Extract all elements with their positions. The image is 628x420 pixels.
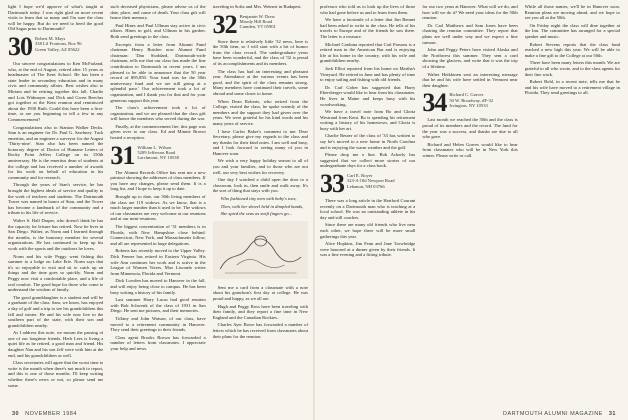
article-paragraph: Since there is relatively little '32 news, here is the 50th item, so I will start with a bit of humor from the class record. The undergraduate years have been wonderful, and the class of '32 is proud of its accomplishments and its members. bbox=[212, 38, 308, 66]
article-paragraph: The Alumni Records Office has sent me a new printout showing the addresses of class members. If you have any changes, please send them. It is a long list, and I hope to keep it up to date. bbox=[110, 169, 206, 192]
page-footer-right bbox=[503, 411, 620, 417]
article-paragraph: light I hope we'd approve of what's taught at Dartmouth today. I was right glad on more recent visits to learn that so many and I'm sure the class will be happy. But do we need to heed the good Old Sagas prior to Dartmouth? bbox=[8, 4, 104, 32]
article-paragraph: There was a long article in the Hartford Courant recently on a Dartmouth man who is teaching at a local school. He was an outstanding athlete in his day and still coaches. bbox=[320, 198, 416, 220]
article-paragraph: Last month we reached the 50th and the class is proud of its members and the record. The fund for the year was a success, and thanks are due to all who gave. bbox=[422, 117, 518, 140]
article-paragraph: One day I watched a child open the door to a classroom, look in, then smile and walk away. It's the sort of thing that stays with you. bbox=[212, 177, 308, 194]
poem-line: Who fashioned tiny men with baby's toes, bbox=[220, 196, 297, 202]
left-column-3 bbox=[213, 4, 308, 400]
article-paragraph: Last summer Harry Lucas had good reunion with Bob Schwenk of the class of 1931 in San Diego. He sent me pictures, and their memories. bbox=[110, 297, 206, 314]
secretary-city-line: Green Valley, AZ 85622 bbox=[35, 46, 80, 52]
article-paragraph: There have been many letters this month. We are grateful to all who wrote, and to the class agents for their fine work. bbox=[524, 60, 620, 77]
secretary-name: Robert M. Mays bbox=[35, 35, 66, 41]
article-paragraph: The good granddaughter is a student and will be a graduate of the class. Sam, we know, has enjoyed a day of golf and a trip to see his grandchildren this fall and winter. He and his wife now live in the southern part of the state, with their son and grandchildren nearby. bbox=[8, 294, 104, 328]
secretary-city-line: Camden, VT 05901 bbox=[239, 24, 276, 30]
right-column-2 bbox=[422, 4, 517, 400]
article-paragraph: While all those names, we'll be in Hanover soon. Reunion plans are moving ahead, and we hope to see you all at the 50th. bbox=[524, 4, 620, 21]
article-paragraph: for our two years at Hanover. What will we do, and how will we do it? We need your ideas for the 50th reunion. bbox=[422, 4, 518, 21]
article-paragraph: Jack Elliot reported from his home on Martha's Vineyard. He retired in June and has plenty of time to enjoy sailing and fishing with old friends. bbox=[320, 65, 416, 83]
secretary-name: Richard C. Graves bbox=[449, 92, 484, 98]
left-column-1 bbox=[8, 4, 103, 400]
class-entry-heading bbox=[422, 88, 517, 118]
class-entry-heading bbox=[8, 31, 103, 61]
article-paragraph: Norm and his wife Peggy went fishing this summer to a lodge on Lake Erie. Norm says that it's so enjoyable to visit and sit to catch up on things and the time goes so quickly. Norm and Peggy now visit a comfortable place, and a life of real comfort. The good hope for those who come to understand the wisdom of family. bbox=[8, 253, 104, 293]
class-entry-heading bbox=[110, 140, 205, 170]
class-secretary-address bbox=[449, 92, 493, 108]
article-paragraph: Roberts has recently moved to the Upper Valley. Dick Fenner has retired in Eastern Virginia. His wife Ann continues her work and is active in the League of Women Voters. Max Liscomb writes from Minnesota, Florida and Vermont. bbox=[110, 248, 206, 276]
article-paragraph: Congratulations also to Stanton Walker Decks. Stan is an engineer for Dr. Paul G. Sawhney. Tuck emeritus, and an engineer a surveyor for the August 'Thirty-nine'. Stan also has been named the honorary degree of Doctor of Humane Letters of Rocky Point Jeffers College on its 150th anniversary. He is the emeritus dean of students at the college and has received a number of awards for his work on behalf of education in his community and for research. bbox=[8, 124, 104, 180]
article-paragraph: Brought up to date, our 50th living members of the class are 119 widows. As we know, that is a much larger number than it used to be. The widows of our classmates are very welcome at our reunions and at our mini-reunions. bbox=[110, 194, 206, 222]
right-column-1 bbox=[320, 4, 415, 400]
article-paragraph: Richard and Helen Graves would like to hear from classmates who will be in New York this winter. Please write or call. bbox=[422, 141, 518, 158]
article-paragraph: We wish a very happy holiday season to all of you and your families, and to those who are not well, our very best wishes for recovery. bbox=[212, 158, 308, 175]
secretary-address-line: 50 W. Broadway, #F-32 bbox=[449, 97, 494, 103]
article-paragraph: Hugh and Peggy Ross have been traveling with their family, and they report a fine time in New England and the Canadian Rockies. bbox=[212, 303, 308, 320]
article-paragraph: On Friday night the class will dine together at the Inn. The committee has arranged for a special speaker and music. bbox=[524, 22, 620, 39]
magazine-title: DARTMOUTH ALUMNI MAGAZINE bbox=[503, 411, 603, 417]
article-paragraph: Paul Hines and Paul Ullman stay active in civic affairs. Hines in golf, and Ullman in his garden. Both send greetings to the class. bbox=[110, 22, 206, 39]
secretary-city-line: Irvington, NY 10533 bbox=[449, 103, 488, 109]
class-secretary-address bbox=[35, 36, 82, 52]
sketch-illustration bbox=[213, 221, 308, 279]
class-entry-heading bbox=[212, 9, 308, 39]
article-paragraph: The biggest concentration of '31 members is in Florida, with New Hampshire close behind. Connecticut, New York, and Massachusetts follow, and all are represented in large delegations. bbox=[110, 224, 206, 246]
secretary-address-line: 323-A Old Newport Road bbox=[347, 178, 395, 184]
poem-line: Then, with her shovel held in dimpled hands, bbox=[220, 203, 304, 209]
right-page bbox=[314, 0, 628, 420]
article-paragraph: Walter Heikkinen sent an interesting message that he and his wife have settled in Vermont near their daughter. bbox=[422, 71, 518, 88]
class-secretary-address bbox=[347, 173, 395, 189]
class-year-number: 30 bbox=[8, 31, 32, 61]
secretary-address-line: 5209 Jefferson Road bbox=[137, 150, 176, 156]
class-year-number: 34 bbox=[422, 88, 447, 118]
article-paragraph: When Dean Roberts, who retired from the College, visited the class, he spoke warmly of the members and the support they had given over the years. We were grateful for his kind words and his many years of service. bbox=[212, 98, 308, 126]
article-paragraph: Robert Stevens reports that the class fund reached a new high this year. We will be able to make a fine gift to the College at our 50th. bbox=[524, 41, 620, 58]
article-paragraph: I have Carlos Baker's comment to me: Dear Secretary, please give my regards to the class and my thanks for their kind notes. I am well and busy, and I look forward to seeing many of you in Hanover soon. bbox=[212, 128, 308, 156]
page-number: 31 bbox=[608, 411, 616, 417]
right-column-3 bbox=[525, 4, 620, 400]
article-paragraph: We have a travel note from Bo and Gloria Westrand from Kent. Bo is spending his retirement writing a history of his hometown, and Gloria is busy with her art. bbox=[320, 109, 416, 131]
article-paragraph: Through the years of Stan's service, he has brought the highest ideals of service and quality to the work of teachers and students. The Dartmouth Tower was named in honor of Stan, and the Tower has become a landmark of the community and a tribute to his life of service. bbox=[8, 182, 104, 216]
class-year-number: 32 bbox=[212, 9, 237, 39]
article-paragraph: Alice Hopkins, Jim Fenn and Jane Trowbridge were honored at a dinner given by their friends. It was a fine evening and a fitting tribute. bbox=[320, 241, 416, 258]
article-paragraph: Tiffany and John Watson, of our class, have moved to a retirement community in Hanover. They send their greetings to their friends. bbox=[110, 315, 206, 333]
article-paragraph: Dick Lowden has moved to Hanover in the fall, and will enjoy being close to campus. He has been busy writing a history of his family. bbox=[110, 278, 206, 295]
class-entry-heading bbox=[320, 169, 415, 199]
article-paragraph: Charles Ayer Bowe has forwarded a number of letters which he has received from classmates about their plans for the reunion. bbox=[212, 322, 308, 339]
article-paragraph: The class has had an interesting and pleasant year. Attendance at the various events has been good, and the spirit of the class remains strong. Many members have continued their travels, some abroad and some closer to home. bbox=[212, 68, 308, 96]
article-paragraph: Robert Bohl, in a recent note, tells me that he and his wife have moved to a retirement village in Florida. They send greetings to all. bbox=[524, 79, 620, 96]
article-paragraph: Walter S. Hall Draper, who doesn't think he has the capacity for leisure has retired. Now he lives in San Diego. Walter, as Norm and I learned through the months, is the honorary member for several organizations. He has continued to keep up his work with the sports and the outdoors he loves. bbox=[8, 218, 104, 251]
article-paragraph: Since there are many old friends who live near each other, we hope there will be more small gatherings this year. bbox=[320, 222, 416, 239]
class-year-number: 31 bbox=[110, 140, 135, 170]
secretary-city-line: Lebanon, NH 03766 bbox=[347, 183, 385, 189]
article-paragraph: professor who told us to look up the lives of those who had gone before us and to learn from them. bbox=[320, 4, 416, 15]
issue-date: NOVEMBER 1984 bbox=[25, 411, 77, 417]
secretary-address-line: Moody Hill Road bbox=[239, 19, 273, 24]
poem-line: She spied the seas as swift fingers go... bbox=[220, 211, 293, 217]
article-paragraph: such deceased physicians, please advise us of the date, place, and cause of death. Your class gift will honor their memory. bbox=[110, 4, 206, 21]
secretary-name: William L. Wilson bbox=[137, 144, 172, 150]
page-number: 30 bbox=[12, 411, 20, 417]
article-paragraph: Class agent Brooks Brown has forwarded a number of letters from classmates. I appreciate your help and news. bbox=[110, 334, 206, 351]
class-secretary-address bbox=[137, 145, 179, 161]
secretary-name: Carl E. Royer bbox=[347, 173, 373, 179]
article-paragraph: John and Peggy Peters have visited Alaska and the Northwest this summer. They sent a card showing the glaciers, and write that it was the trip of a lifetime. bbox=[422, 47, 518, 69]
article-paragraph: Finally, at the commencement fire, this page was given over to our class. Ed and Minnie Brown hosted a reception. bbox=[110, 123, 206, 141]
secretary-address-line: 338 Lil Frontons, Box 96 bbox=[35, 41, 82, 47]
line-drawing-icon bbox=[213, 221, 308, 279]
article-paragraph: The class's achievement took a lot of organization, and we are pleased that the class gift will honor the members who served during the war. bbox=[110, 105, 206, 122]
article-paragraph: Dr. Carl Gober has suggested that Harry Ebersberger would like to hear from his classmates. He lives in Maine and keeps busy with his woodworking. bbox=[320, 84, 416, 107]
article-paragraph: Class secretaries will agree that the worst time to write is the month when there's not much to report, and this is one of those months. I'll keep writing whether there's news or not, so please send me some. bbox=[8, 360, 104, 388]
article-paragraph: Dr. Carl Matthews and Sam Jones have been chairing the reunion committee. They report that plans are well under way and we expect a fine turnout. bbox=[422, 22, 518, 45]
article-paragraph: Michael Cardona reported that Carl Parsons is a retired man in the American Bar and is enjoying life at his home in the country, with his wife and grandchildren nearby. bbox=[320, 41, 416, 64]
secretary-city-line: Larchmont, NY 10538 bbox=[137, 155, 179, 161]
article-paragraph: As I address this note, we mourn the passing of one of our longtime friends. Herb Lees is living a quiet life as he retired, a good man and friend. His daughter Nan and his son Jeff were with him at the end, and his grandchildren as well. bbox=[8, 330, 104, 358]
article-paragraph: traveling in Sofia and Mrs. Weinert in Budapest. bbox=[212, 4, 302, 9]
article-paragraph: We have a facsimile of a letter that Jim Bennet had been asked to write to the class. He tells of his travels to Europe and of the friends he saw there. The letter is a treasure. bbox=[320, 17, 416, 39]
page-footer-left bbox=[8, 411, 77, 417]
article-paragraph: Please drop me a line. Bob Ackerly has suggested that we collect more stories of our undergraduate days for a class book. bbox=[320, 152, 416, 169]
class-secretary-address bbox=[240, 14, 276, 30]
article-paragraph: Our sincere congratulations to Ken McFarland, who, at the end of August, retired after 15 years as headmaster of The Kent School. He has been a state leader in secondary education and in many civic and community affairs. Best wishes also to Miriam and he retiring together this fall. Charlie and Lois Widmayer and Dick and Gwen Beecher got together at the Kent reunion and reminisced about the 1930 Ruth. Could this have been a first-time, or are you beginning to tell a few in any Commencement? bbox=[8, 60, 104, 122]
article-paragraph: Sent me a card from a classmate with a note about his grandson's first day at college. He was proud and happy, as we all are. bbox=[212, 284, 308, 301]
secretary-name: Benjamin W. Drew bbox=[239, 13, 275, 19]
article-paragraph: Charlie Reuter of the class of '33 has written to say he's moved to a new home in North Carolina and is enjoying the warm weather and the golf. bbox=[320, 133, 416, 150]
article-paragraph: Excerpts from a letter from Alumni Fund chairman Henry Butcher now Alumni Fund chairman: 'Dan Stoddard, Dartmouth-wide chairman, tells me that our class has made the fine contribution to Dartmouth in recent years. I am pleased to be able to announce that the 50 year record of $95,850. Your fund was for the 50th anniversary fund and we are still going at a splendid pace.' Our achievement took a lot of organization, and I thank you for that and for your generous support this year. bbox=[110, 41, 206, 103]
class-year-number: 33 bbox=[320, 169, 344, 199]
left-column-2 bbox=[110, 4, 205, 400]
